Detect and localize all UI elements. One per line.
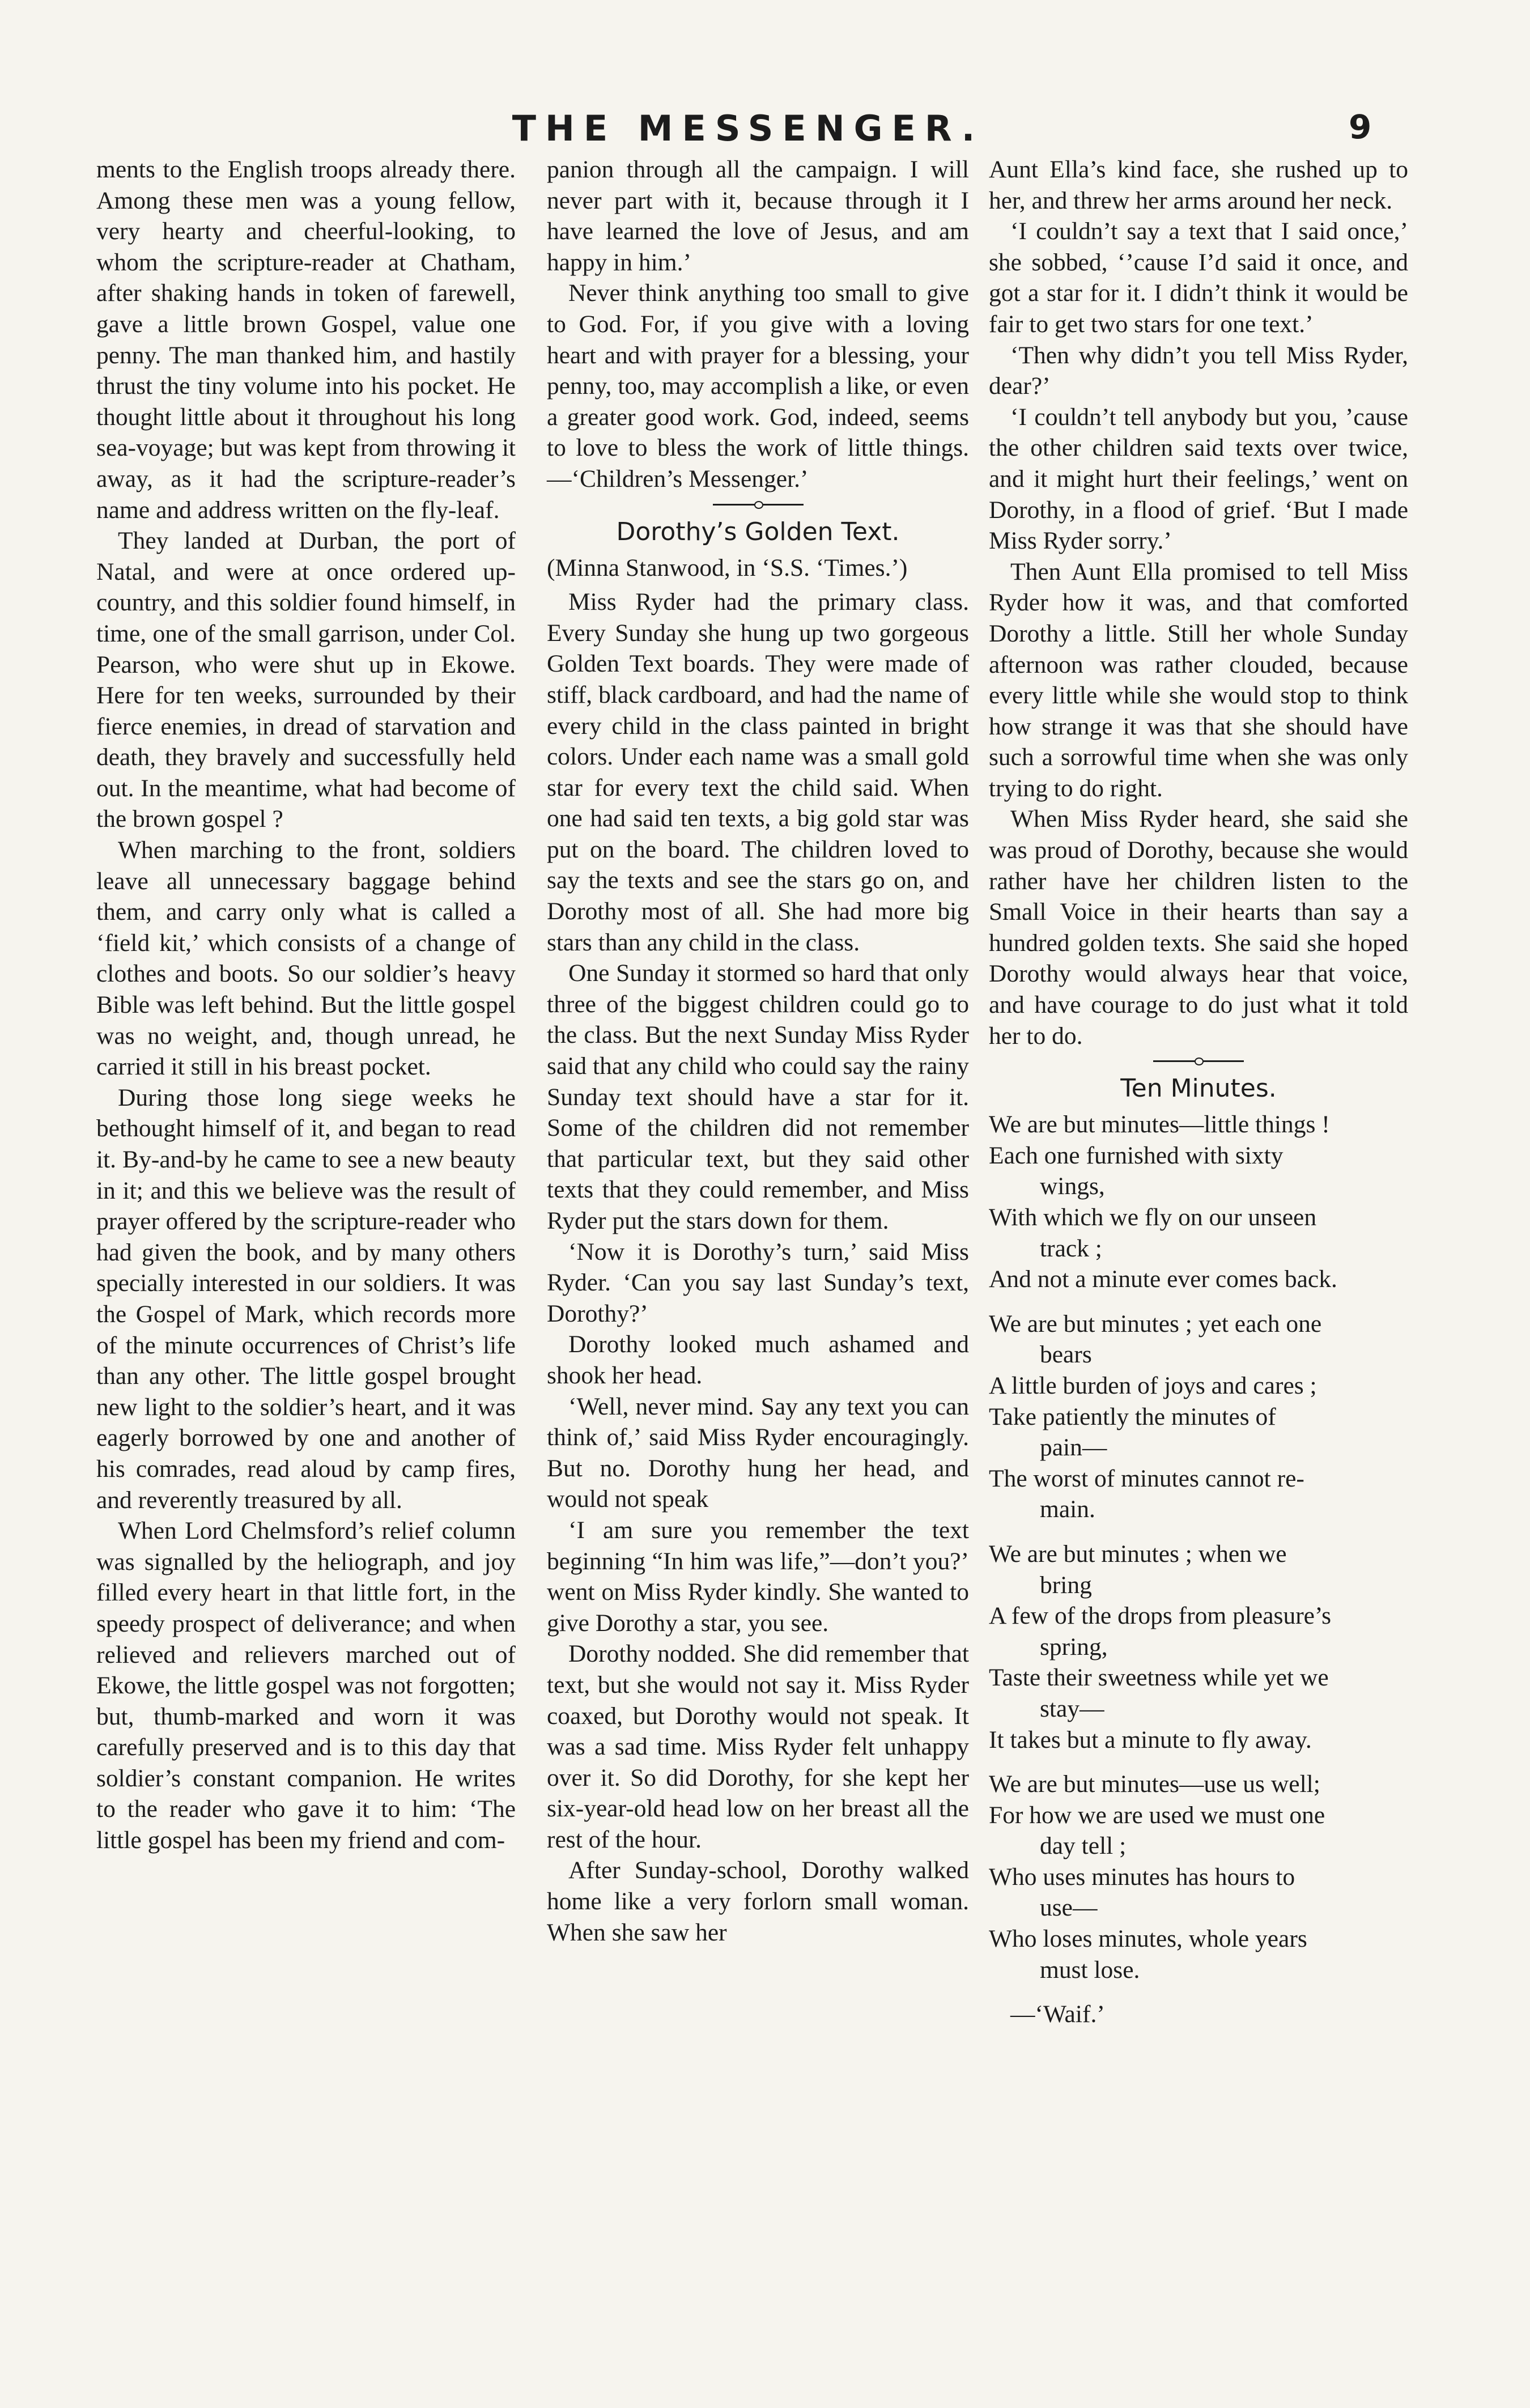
poem-line: We are but minutes—use us well; [989, 1770, 1320, 1798]
paragraph: ments to the English troops already there. Among these men was a young fellow, very hearty and cheerful-looking, to whom the scripture-reader at Chatham, after shaking hands in token of farewell, gave a little brown Gospel, value one penny. The man thanked him, and hastily thrust the tiny volume into his pocket. He thought little about it throughout his long sea-voyage; but was kept from throwing it away, as it had the scripture-reader’s name and address written on the fly-leaf. [96, 156, 516, 524]
poem-line [989, 1632, 1408, 1663]
poem-line: We are but minutes ; yet each one [989, 1310, 1322, 1337]
section-divider [547, 495, 969, 514]
paragraph: ‘Well, never mind. Say any text you can think of,’ said Miss Ryder encouragingly. But no. Dorothy hung her head, and would not speak [547, 1392, 969, 1513]
poem-stanza [989, 1539, 1408, 1755]
paragraph: When Lord Chelmsford’s relief column was signalled by the heliograph, and joy filled every heart in that little fort, in the speedy prospect of deliverance; and when relieved and relievers marched out of Ekowe, the little gospel was not forgotten; but, thumb-marked and worn it was carefully preserved and is to this day that soldier’s constant companion. He writes to the reader who gave it to him: ‘The little gospel has been my friend and com- [96, 1517, 516, 1854]
story-byline: (Minna Stanwood, in ‘S.S. ‘Times.’) [547, 554, 908, 581]
poem-stanza [989, 1109, 1408, 1295]
poem-line: It takes but a minute to fly away. [989, 1726, 1312, 1753]
poem-line: A little burden of joys and cares ; [989, 1371, 1317, 1399]
poem-line [989, 1693, 1408, 1725]
story-title: Dorothy’s Golden Text. [616, 517, 900, 546]
column-2 [547, 154, 969, 1948]
poem-line: Each one furnished with sixty [989, 1141, 1284, 1169]
poem-line-continuation: bring [1040, 1571, 1092, 1599]
poem-line-continuation: wings, [1040, 1173, 1105, 1200]
poem-line: A few of the drops from pleasure’s [989, 1602, 1332, 1630]
paragraph: panion through all the campaign. I will never part with it, because through it I have learned the love of Jesus, and am happy in him.’ [547, 156, 969, 276]
paragraph: When Miss Ryder heard, she said she was proud of Dorothy, because she would rather have her children listen to the Small Voice in their hearts than say a hundred golden texts. She said she hoped Dorothy would always hear that voice, and have courage to do just what it told her to do. [989, 805, 1408, 1050]
poem-line [989, 1339, 1408, 1370]
poem-line-continuation: pain— [1040, 1434, 1107, 1462]
paragraph: After Sunday-school, Dorothy walked home like a very forlorn small woman. When she saw her [547, 1857, 969, 1946]
section-divider [989, 1051, 1408, 1071]
poem-line [989, 1233, 1408, 1264]
newspaper-title: THE MESSENGER. [512, 108, 984, 149]
poem-line: Taste their sweetness while yet we [989, 1664, 1329, 1692]
poem-line: The worst of minutes cannot re- [989, 1464, 1304, 1492]
poem-line-continuation: bears [1040, 1341, 1092, 1369]
column-1 [96, 154, 516, 1856]
paragraph: When marching to the front, soldiers leave all unnecessary baggage behind them, and carry only what is called a ‘field kit,’ which consists of a change of clothes and boots. So our soldier’s heavy Bible was left behind. But the little gospel was no weight, and, though unread, he carried it still in his breast pocket. [96, 836, 516, 1081]
column-3 [989, 154, 1408, 2030]
paragraph: During those long siege weeks he bethought himself of it, and began to read it. By-and-by he came to see a new beauty in it; and this we believe was the result of prayer offered by the scripture-reader who had given the book, and by many others specially interested in our soldiers. It was the Gospel of Mark, which records more of the minute occurrences of Christ’s life than any other. The little gospel brought new light to the soldier’s heart, and it was eagerly borrowed by one and another of his comrades, read aloud by camp fires, and reverently treasured by all. [96, 1084, 516, 1514]
paragraph: ‘I couldn’t tell anybody but you, ’cause the other children said texts over twice, and it might hurt their feelings,’ went on Dorothy, in a flood of grief. ‘But I made Miss Ryder sorry.’ [989, 403, 1408, 555]
poem-line [989, 1892, 1408, 1923]
poem-title: Ten Minutes. [1120, 1074, 1277, 1103]
paragraph: Dorothy nodded. She did remember that text, but she would not say it. Miss Ryder coaxed, but Dorothy would not speak. It was a sad time. Miss Ryder felt unhappy over it. So did Dorothy, for she kept her six-year-old head low on her breast all the rest of the hour. [547, 1640, 969, 1853]
poem-line [989, 1831, 1408, 1862]
poem-line-continuation: track ; [1040, 1234, 1102, 1262]
paragraph: Aunt Ella’s kind face, she rushed up to her, and threw her arms around her neck. [989, 156, 1408, 214]
poem-stanza [989, 1769, 1408, 1985]
poem-line: Take patiently the minutes of [989, 1403, 1276, 1430]
paragraph: ‘I am sure you remember the text beginning “In him was life,”—don’t you?’ went on Miss Ryder kindly. She wanted to give Dorothy a star, you see. [547, 1516, 969, 1637]
paragraph: ‘Then why didn’t you tell Miss Ryder, dear?’ [989, 341, 1408, 400]
paragraph: They landed at Durban, the port of Natal, and were at once ordered up-country, and this soldier found himself, in time, one of the small garrison, under Col. Pearson, who were shut up in Ekowe. Here for ten weeks, surrounded by their fierce enemies, in dread of starvation and death, they bravely and successfully held out. In the meantime, what had become of the brown gospel ? [96, 527, 516, 833]
poem-line: Who uses minutes has hours to [989, 1863, 1295, 1891]
page-number: 9 [1349, 108, 1372, 146]
paragraph: Then Aunt Ella promised to tell Miss Ryder how it was, and that comforted Dorothy a little. Still her whole Sunday afternoon was rather clouded, because every little while she would stop to think how strange it was that she should have such a sorrowful time when she was only trying to do right. [989, 558, 1408, 802]
poem-line [989, 1494, 1408, 1525]
poem-line: We are but minutes ; when we [989, 1540, 1287, 1568]
poem-line-continuation: stay— [1040, 1694, 1104, 1722]
poem-line [989, 1955, 1408, 1986]
paragraph: One Sunday it stormed so hard that only three of the biggest children could go to the class. But the next Sunday Miss Ryder said that any child who could say the rainy Sunday text should have a star for it. Some of the children did not remember that particular text, but they said other texts that they could remember, and Miss Ryder put the stars down for them. [547, 959, 969, 1234]
poem-stanza [989, 1309, 1408, 1525]
poem-line: With which we fly on our unseen [989, 1204, 1317, 1231]
poem-line: Who loses minutes, whole years [989, 1925, 1307, 1953]
poem-line: And not a minute ever comes back. [989, 1265, 1337, 1293]
poem-line: We are but minutes—little things ! [989, 1111, 1330, 1139]
poem-line-continuation: main. [1040, 1496, 1095, 1523]
paragraph: ‘I couldn’t say a text that I said once,’ she sobbed, ‘’cause I’d said it once, and got a star for it. I didn’t think it would be fair to get two stars for one text.’ [989, 218, 1408, 338]
poem-line-continuation: spring, [1040, 1633, 1108, 1660]
paragraph: Miss Ryder had the primary class. Every Sunday she hung up two gorgeous Golden Text boards. They were made of stiff, black cardboard, and had the name of every child in the class painted in bright colors. Under each name was a small gold star for every text the child said. When one had said ten texts, a big gold star was put on the board. The children loved to say the texts and see the stars go on, and Dorothy most of all. She had more big stars than any child in the class. [547, 588, 969, 956]
poem-line-continuation: use— [1040, 1894, 1098, 1922]
poem-line [989, 1171, 1408, 1202]
poem-line [989, 1570, 1408, 1601]
paragraph: ‘Now it is Dorothy’s turn,’ said Miss Ryder. ‘Can you say last Sunday’s text, Dorothy?’ [547, 1238, 969, 1327]
masthead [0, 108, 1530, 159]
poem-line: For how we are used we must one [989, 1801, 1325, 1829]
paragraph: Dorothy looked much ashamed and shook her head. [547, 1331, 969, 1389]
poem-line-continuation: must lose. [1040, 1956, 1140, 1984]
paragraph: Never think anything too small to give to God. For, if you give with a loving heart and with prayer for a blessing, your penny, too, may accomplish a like, or even a greater good work. God, indeed, seems to love to bless the work of little things.—‘Children’s Messenger.’ [547, 279, 969, 492]
poem-line [989, 1432, 1408, 1463]
poem-signature: —‘Waif.’ [1010, 2001, 1105, 2028]
poem-line-continuation: day tell ; [1040, 1832, 1127, 1860]
